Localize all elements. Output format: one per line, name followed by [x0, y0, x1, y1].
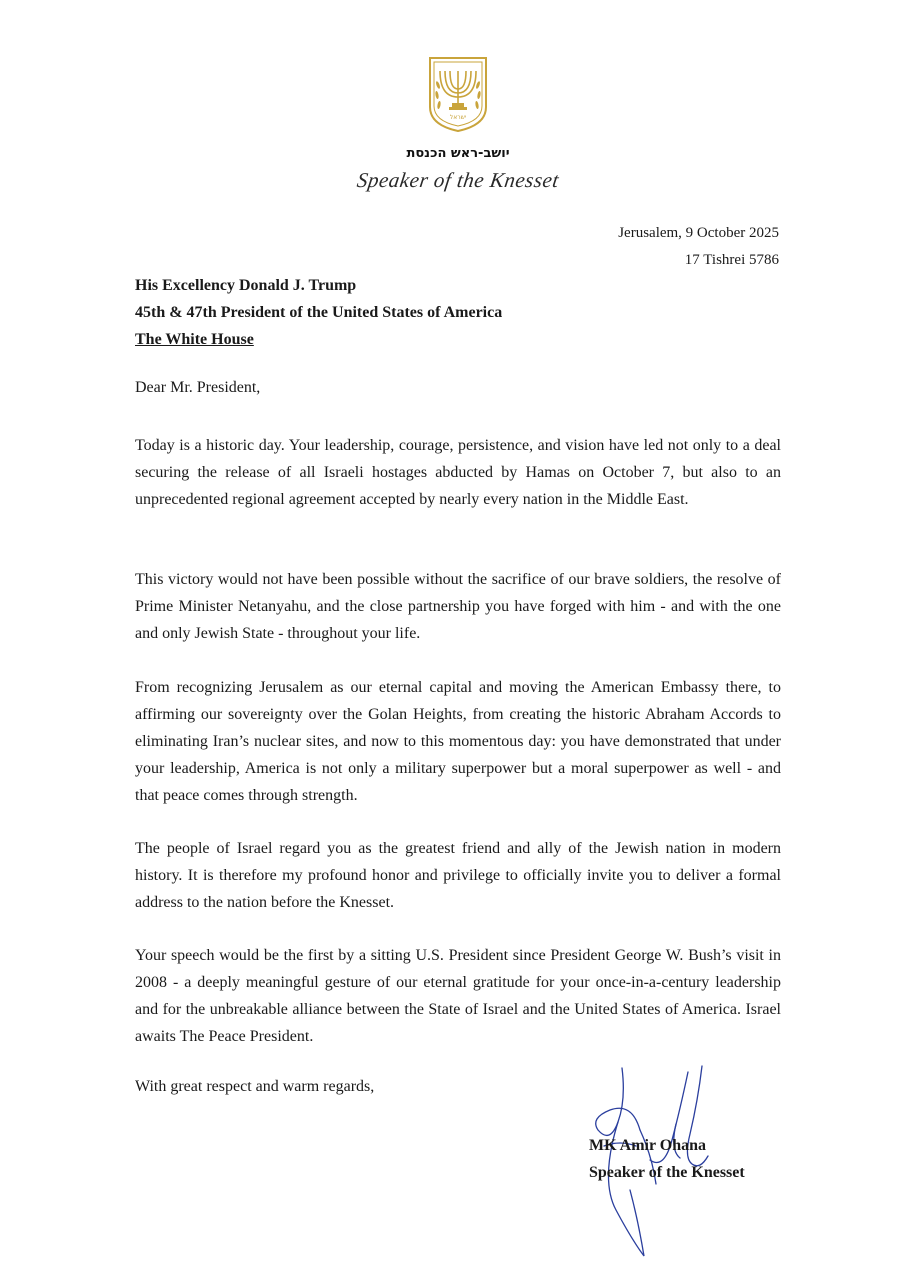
english-letterhead-title: Speaker of the Knesset	[355, 168, 561, 192]
addressee-office: The White House	[135, 331, 254, 348]
body-paragraph-4: The people of Israel regard you as the greatest friend and ally of the Jewish nation in modern history. It is therefore my profound honor and privilege to officially invite you to deliver a formal address to the nation before the Knesset.	[135, 840, 781, 911]
signer-name: MK Amir Ohana	[589, 1137, 707, 1154]
hebrew-date: 17 Tishrei 5786	[684, 252, 779, 268]
signer-title: Speaker of the Knesset	[589, 1164, 745, 1181]
addressee-block	[135, 272, 502, 353]
hebrew-letterhead-title: יושב-ראש הכנסת	[406, 146, 510, 161]
svg-text:ישראל: ישראל	[449, 114, 467, 121]
addressee-title: 45th & 47th President of the United States of America	[135, 304, 503, 321]
addressee-name: His Excellency Donald J. Trump	[135, 277, 357, 294]
body-paragraph-2: This victory would not have been possible without the sacrifice of our brave soldiers, the resolve of Prime Minister Netanyahu, and the close partnership you have forged with him - and with the one and only Jewish State - throughout your life.	[135, 571, 781, 642]
body-paragraph-5: Your speech would be the first by a sitting U.S. President since President George W. Bush’s visit in 2008 - a deeply meaningful gesture of our eternal gratitude for your once-in-a-century leadership and for the unbreakable alliance between the State of Israel and the United States of America. Israel awaits The Peace President.	[135, 947, 781, 1045]
closing-line: With great respect and warm regards,	[135, 1078, 375, 1095]
gregorian-date: Jerusalem, 9 October 2025	[618, 225, 779, 241]
menorah-emblem-icon	[427, 55, 489, 133]
body-paragraph-1: Today is a historic day. Your leadership, courage, persistence, and vision have led not only to a deal securing the release of all Israeli hostages abducted by Hamas on October 7, but also to an unprecedented regional agreement accepted by nearly every nation in the Middle East.	[135, 437, 781, 508]
body-paragraph-3: From recognizing Jerusalem as our eternal capital and moving the American Embassy there, to affirming our sovereignty over the Golan Heights, from creating the historic Abraham Accords to eliminating Iran’s nuclear sites, and now to this momentous day: you have demonstrated that under your leadership, America is not only a military superpower but a moral superpower as well - and that peace comes through strength.	[135, 679, 781, 804]
date-block	[618, 220, 779, 274]
signer-block	[589, 1132, 745, 1186]
salutation: Dear Mr. President,	[135, 379, 261, 396]
